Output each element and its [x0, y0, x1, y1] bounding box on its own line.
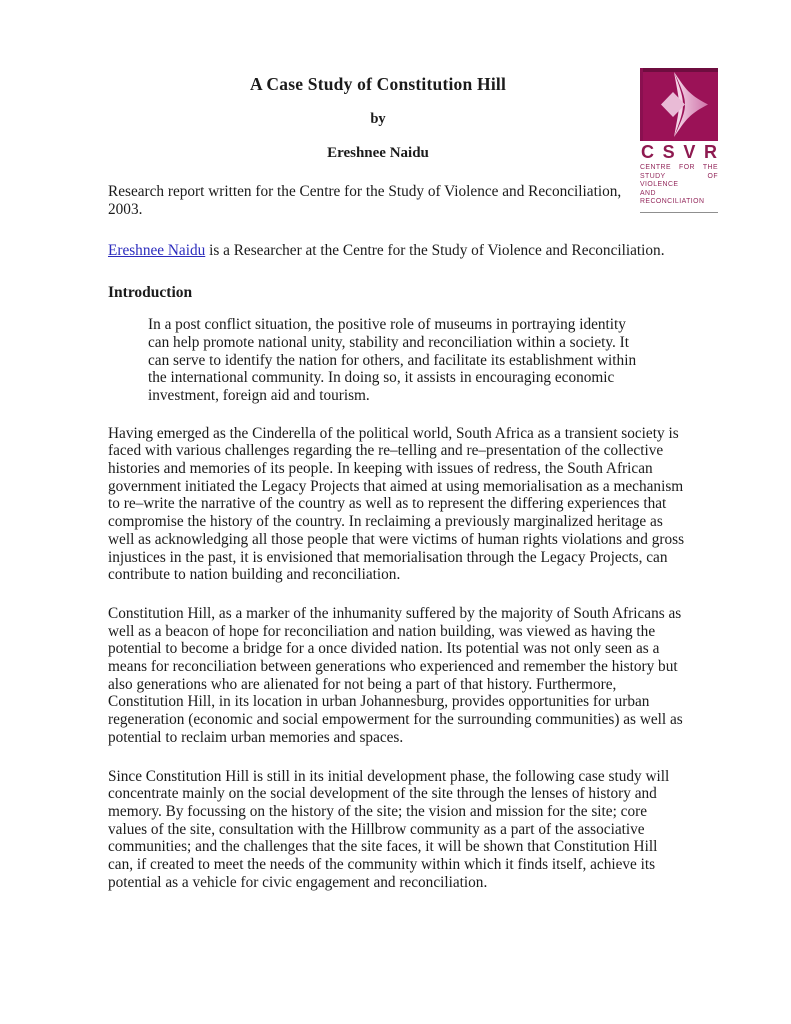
paragraph-constitution-hill: Constitution Hill, as a marker of the inhumanity suffered by the majority of South Africans as well as a beacon of hope for reconciliation and nation building, was viewed as having the potential to become a bridge for a once divided nation. Its potential was not only seen as a means for reconciliation between generations who experienced and remember the history but also generations who are alienated for not being a part of that history. Furthermore, Constitution Hill, in its location in urban Johannesburg, provides opportunities for urban regeneration (economic and social empowerment for the surrounding communities) as well as potential to reclaim urban memories and spaces.: [108, 604, 683, 746]
title-block: [108, 74, 648, 162]
intro-blockquote: In a post conflict situation, the positive role of museums in portraying identity can help promote national unity, stability and reconciliation within a society. It can serve to identify the nation for others, and facilitate its establishment within the international community. In doing so, it assists in encouraging economic investment, foreign aid and tourism.: [148, 316, 637, 404]
csvr-caption-line3: AND RECONCILIATION: [640, 189, 705, 206]
csvr-logo: [640, 68, 718, 213]
csvr-letter-v: V: [683, 142, 696, 162]
page-title: A Case Study of Constitution Hill: [249, 74, 507, 94]
csvr-caption: [640, 164, 718, 207]
csvr-logo-icon: [640, 68, 718, 141]
csvr-caption-line2: STUDY OF VIOLENCE: [640, 172, 718, 189]
csvr-acronym: [640, 143, 718, 161]
author-name: Ereshnee Naidu: [327, 145, 429, 161]
author-note: [108, 242, 685, 260]
paragraph-case-study-scope: Since Constitution Hill is still in its initial development phase, the following case study will concentrate mainly on the social development of the site through the lenses of history and memory. By focussing on the history of the site; the vision and mission for the site; core values of the site, consultation with the Hillbrow community as a part of the associative communities; and the challenges that the site faces, it will be shown that Constitution Hill can, if created to meet the needs of the community within which it finds itself, achieve its potential as a vehicle for civic engagement and reconciliation.: [108, 767, 670, 891]
section-heading-introduction: Introduction: [108, 284, 193, 302]
csvr-letter-s: S: [662, 142, 675, 162]
paragraph-legacy-projects: Having emerged as the Cinderella of the political world, South Africa as a transient society is faced with various challenges regarding the re–telling and re–presentation of the collective histories and memories of its people. In keeping with issues of redress, the South African government initiated the Legacy Projects that aimed at using memorialisation as a mechanism to re–write the narrative of the country as well as to represent the differing experiences that compromise the history of the country. In reclaiming a previously marginalized heritage as well as acknowledging all those people that were victims of human rights violations and gross injustices in the past, it is envisioned that memorialisation through the Legacy Projects, can contribute to nation building and reconciliation.: [108, 424, 685, 584]
csvr-letter-c: C: [641, 142, 654, 162]
byline: by: [370, 111, 386, 127]
author-link[interactable]: Ereshnee Naidu: [108, 242, 206, 260]
csvr-letter-r: R: [704, 142, 717, 162]
csvr-caption-line1: CENTRE FOR THE: [640, 164, 718, 171]
logo-divider: [640, 212, 718, 213]
report-note: Research report written for the Centre for the Study of Violence and Reconciliation, 2003.: [108, 183, 622, 218]
author-note-text: is a Researcher at the Centre for the Study of Violence and Reconciliation.: [205, 242, 665, 260]
